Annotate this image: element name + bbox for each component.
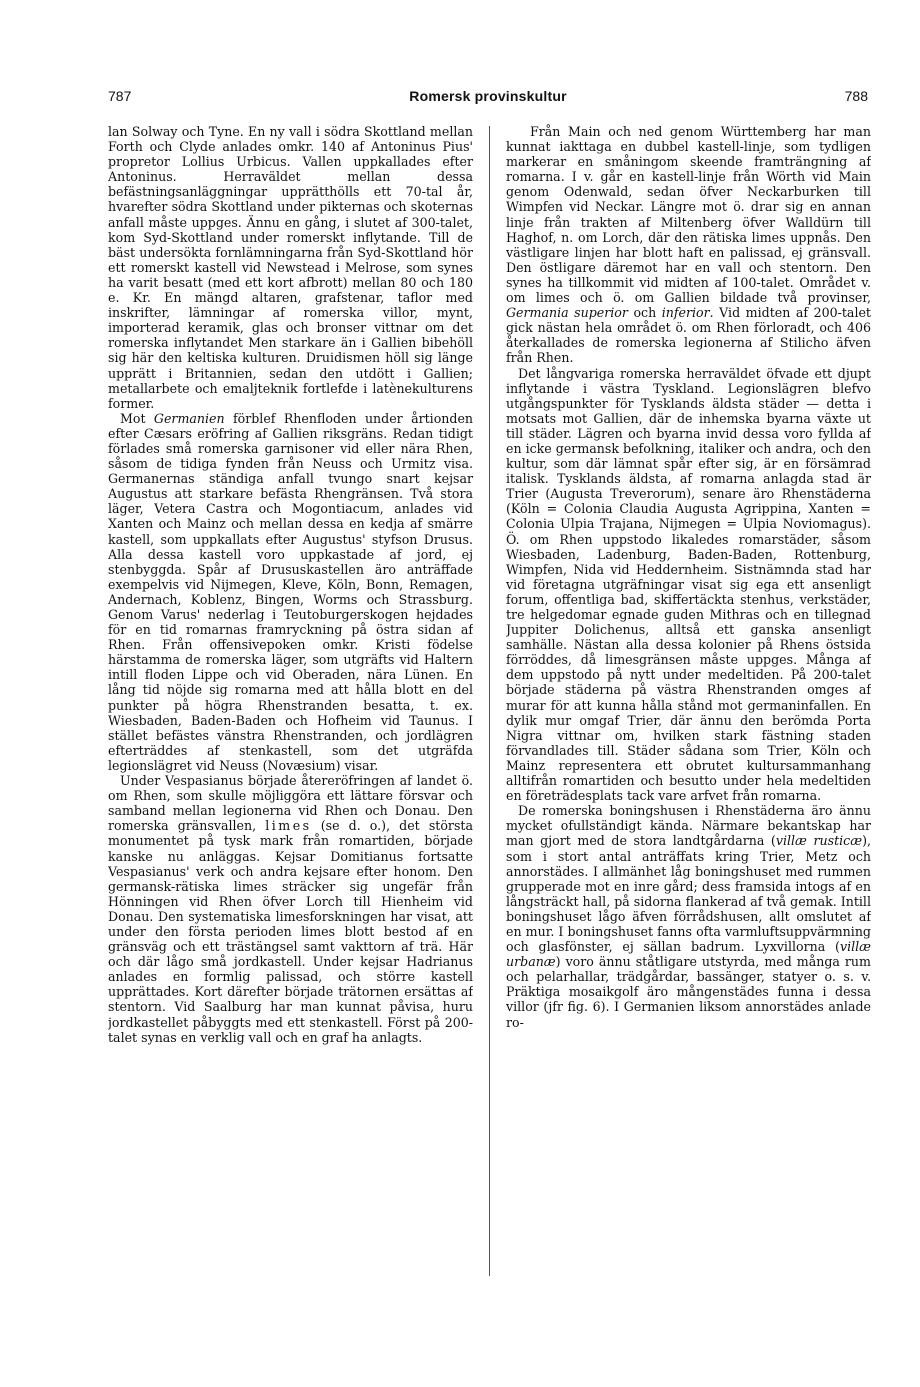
paragraph: De romerska boningshusen i Rhenstäderna äro ännu mycket ofullständigt kända. Närmare bekantskap har man gjort med de stora landtgårdarna (villæ rusticæ), som i stort antal anträffats kring Trier, Metz och annorstädes. I allmänhet låg boningshuset med rummen grupperade mot en inre gård; dess framsida intogs af en långsträckt hall, på sidorna flankerad af två gemak. Intill boningshuset lågo äfven förrådshusen, allt omslutet af en mur. I boningshuset fanns ofta varmluftsuppvärmning och glasfönster, ej sällan badrum. Lyxvillorna (villæ urbanæ) voro ännu ståtligare utstyrda, med många rum och pelarhallar, trädgårdar, bassänger, statyer o. s. v. Präktiga mosaikgolf äro mångenstädes funna i dessa villor (jfr fig. 6). I Germanien liksom annorstädes anlade ro-	[506, 803, 871, 1030]
running-title: Romersk provinskultur	[409, 88, 567, 104]
page-number-right: 788	[844, 88, 868, 104]
emphasis-term: Germanien	[153, 410, 225, 426]
right-column	[506, 124, 871, 1284]
spaced-term: limes	[265, 818, 312, 834]
left-column	[108, 124, 473, 1284]
paragraph: lan Solway och Tyne. En ny vall i södra Skottland mellan Forth och Clyde anlades omkr. 140 af Antoninus Pius' propretor Lollius Urbicus. Vallen uppkallades efter Antoninus. Herraväldet mellan dessa befästningsanläggningar upprätthölls ett 70-tal år, hvarefter södra Skottland under pikternas och skoternas anfall måste uppges. Ännu en gång, i slutet af 300-talet, kom Syd-Skottland under romerskt inflytande. Till de bäst undersökta fornlämningarna från Syd-Skottland hör ett romerskt kastell vid Newstead i Melrose, som synes ha varit besatt (med ett kort afbrott) mellan 80 och 180 e. Kr. En mängd altaren, grafstenar, taflor med inskrifter, lämningar af romerska villor, mynt, importerad keramik, glas och bronser vittnar om det romerska inflytandet Men starkare än i Gallien bibehöll sig här den keltiska kulturen. Druidismen höll sig länge upprätt i Britannien, sedan den utdött i Gallien; metallarbete och emaljteknik fortlefde i latènekulturens former.	[108, 124, 473, 411]
emphasis-term: villæ rusticæ	[775, 833, 863, 849]
page-number-left: 787	[108, 88, 132, 104]
paragraph: Under Vespasianus började återeröfringen af landet ö. om Rhen, som skulle möjliggöra ett lättare försvar och samband mellan legionerna vid Rhen och Donau. Den romerska gränsvallen, limes (se d. o.), det största monumentet på tysk mark från romartiden, började kanske nu anläggas. Kejsar Domitianus fortsatte Vespasianus' verk och andra kejsare efter honom. Den germansk-rätiska limes sträcker sig ungefär från Hönningen vid Rhen öfver Lorch till Hienheim vid Donau. Den systematiska limesforskningen har visat, att under den första perioden limes blott bestod af en gränsväg och ett trästängsel samt vakttorn af trä. Här och där lågo små jordkastell. Under kejsar Hadrianus anlades en formlig palissad, och större kastell upprättades. Kort därefter började trätornen ersättas af stentorn. Vid Saalburg har man kunnat påvisa, huru jordkastellet påbyggts med ett stenkastell. Först på 200-talet synas en verklig vall och en graf ha anlagts.	[108, 773, 473, 1045]
column-divider	[489, 126, 490, 1276]
paragraph: Från Main och ned genom Württemberg har man kunnat iakttaga en dubbel kastell-linje, som tydligen markerar en småningom skeende framträngning af romarna. I v. går en kastell-linje från Wörth vid Main genom Odenwald, sedan öfver Neckarburken till Wimpfen vid Neckar. Längre mot ö. drar sig en annan linje från trakten af Miltenberg öfver Walldürn till Haghof, n. om Lorch, där den rätiska limes uppnås. Den västligare linjen har blott haft en palissad, ej gränsvall. Den östligare däremot har en vall och stentorn. Den synes ha tillkommit vid midten af 100-talet. Området v. om limes och ö. om Gallien bildade två provinser, Germania superior och inferior. Vid midten af 200-talet gick nästan hela området ö. om Rhen förloradt, och 406 återkallades de romerska legionerna af Stilicho äfven från Rhen.	[506, 124, 871, 366]
emphasis-term: inferior	[661, 305, 710, 321]
emphasis-term: Germania superior	[506, 305, 628, 321]
page-header	[108, 88, 868, 110]
emphasis-term: villæ urbanæ	[506, 939, 871, 970]
paragraph: Mot Germanien förblef Rhenfloden under årtionden efter Cæsars eröfring af Gallien riksgräns. Redan tidigt förlades små romerska garnisoner vid eller nära Rhen, såsom de tidiga fynden från Neuss och Urmitz visa. Germanernas ständiga anfall tvungo snart kejsar Augustus att starkare befästa Rhengränsen. Två stora läger, Vetera Castra och Mogontiacum, anlades vid Xanten och Mainz och mellan dessa en kedja af smärre kastell, som uppkallats efter Augustus' styfson Drusus. Alla dessa kastell voro uppkastade af jord, ej stenbyggda. Spår af Drususkastellen äro anträffade exempelvis vid Nijmegen, Kleve, Köln, Bonn, Remagen, Andernach, Koblenz, Bingen, Worms och Strassburg. Genom Varus' nederlag i Teutoburgerskogen hejdades för en tid romarnas framryckning på östra sidan af Rhen. Från offensivepoken omkr. Kristi födelse härstamma de romerska läger, som utgräfts vid Haltern intill floden Lippe och vid Oberaden, nära Lünen. En lång tid nöjde sig romarna med att hålla blott en del punkter på högra Rhenstranden besatta, t. ex. Wiesbaden, Baden-Baden och Hofheim vid Taunus. I stället befästes vänstra Rhenstranden, och jordlägren efterträddes af stenkastell, som det utgräfda legionslägret vid Neuss (Novæsium) visar.	[108, 410, 473, 773]
paragraph: Det långvariga romerska herraväldet öfvade ett djupt inflytande i västra Tyskland. Legionslägren blefvo utgångspunkter för Tysklands äldsta städer — detta i motsats mot Gallien, där de inhemska byarna växte ut till städer. Lägren och byarna invid dessa voro fyllda af en icke germansk befolkning, italiker och andra, och den kultur, som där lämnat spår efter sig, är en försämrad italisk. Tysklands äldsta, af romarna anlagda stad är Trier (Augusta Treverorum), senare äro Rhenstäderna (Köln = Colonia Claudia Augusta Agrippina, Xanten = Colonia Ulpia Trajana, Nijmegen = Ulpia Noviomagus). Ö. om Rhen uppstodo likaledes romarstäder, såsom Wiesbaden, Ladenburg, Baden-Baden, Rottenburg, Wimpfen, Nida vid Heddernheim. Sistnämnda stad har vid företagna utgräfningar visat sig ega ett ansenligt forum, offentliga bad, skiffertäckta stenhus, verkstäder, tre helgedomar egnade guden Mithras och en tillegnad Juppiter Dolichenus, alltså ett ganska ansenligt samhälle. Nästan alla dessa kolonier på Rhens östsida förröddes, då limesgränsen måste uppges. Många af dem uppstodo på nytt under medeltiden. På 200-talet började städerna på västra Rhenstranden omges af murar för att kunna hålla stånd mot germaninfallen. En dylik mur omgaf Trier, där ännu den berömda Porta Nigra vittnar om, hvilken stark fästning staden förvandlades till. Städer sådana som Trier, Köln och Mainz representera ett obrutet kultursammanhang alltifrån romartiden och besutto under hela medeltiden en företrädesplats tack vare arfvet från romarna.	[506, 365, 871, 804]
